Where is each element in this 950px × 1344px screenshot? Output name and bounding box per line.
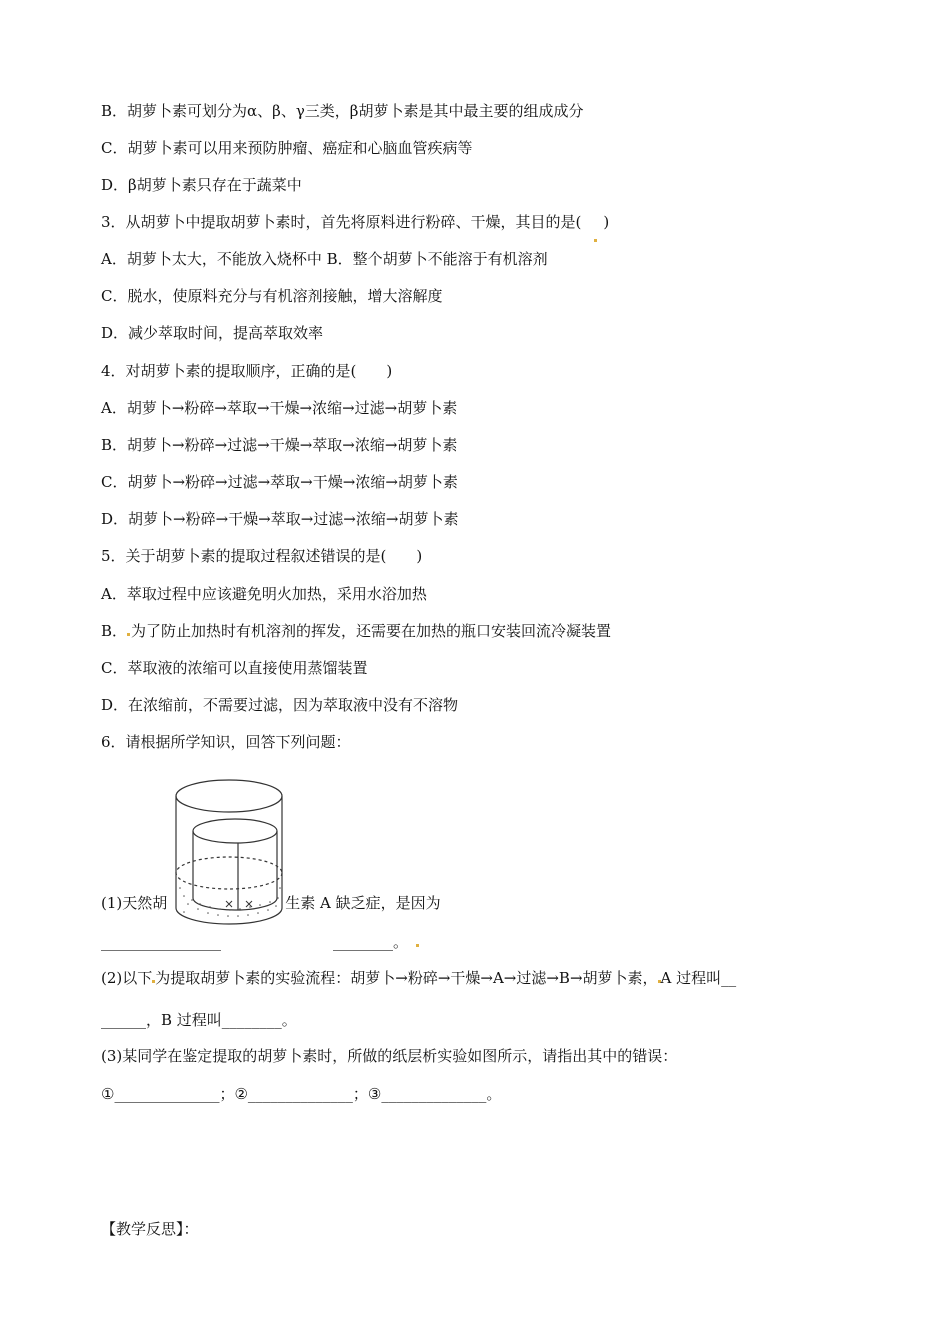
q5-option-b [101,621,611,641]
q5-option-b-text: 为了防止加热时有机溶剂的挥发，还需要在加热的瓶口安装回流冷凝装置 [131,622,612,640]
q6-part1 [101,893,441,913]
q6-stem: 6．请根据所学知识，回答下列问题： [101,733,351,751]
q4-stem: 4．对胡萝卜素的提取顺序，正确的是( ) [101,362,393,380]
q4-option-b: B．胡萝卜→粉碎→过滤→干燥→萃取→浓缩→胡萝卜素 [101,436,458,454]
q6-part3: (3)某同学在鉴定提取的胡萝卜素时，所做的纸层析实验如图所示，请指出其中的错误： [101,1047,678,1065]
q3-stem-text: 3．从胡萝卜中提取胡萝卜素时，首先将原料进行粉碎、干燥，其目的是( [101,213,582,231]
q4-option-d: D．胡萝卜→粉碎→干燥→萃取→过滤→浓缩→胡萝卜素 [101,510,459,528]
q5-option-d: D．在浓缩前，不需要过滤，因为萃取液中没有不溶物 [101,696,459,714]
q4-option-a: A．胡萝卜→粉碎→萃取→干燥→浓缩→过滤→胡萝卜素 [101,399,458,417]
q3-option-ab: A．胡萝卜太大，不能放入烧杯中 B．整个胡萝卜不能溶于有机溶剂 [101,250,548,268]
q5-option-b-label: B． [101,622,128,640]
teaching-reflection-heading: 【教学反思】： [101,1220,199,1238]
q3-option-d: D．减少萃取时间，提高萃取效率 [101,324,324,342]
q6-part2-text-c: A 过程叫__ [660,969,737,987]
q3-stem-close: ) [603,213,610,231]
q4-option-c: C．胡萝卜→粉碎→过滤→萃取→干燥→浓缩→胡萝卜素 [101,473,458,491]
q6-part2-line2: ______，B 过程叫________。 [101,1011,297,1029]
q6-part2 [101,968,736,988]
q6-part1-blank-1: ________________ [101,933,221,951]
q5-stem: 5．关于胡萝卜素的提取过程叙述错误的是( ) [101,547,423,565]
q6-part3-blanks: ①______________；②______________；③______________。 [101,1085,502,1103]
q6-part2-text-b: 为提取胡萝卜素的实验流程：胡萝卜→粉碎→干燥→A→过滤→B→胡萝卜素， [155,969,658,987]
q6-part1-blank-2-text: ________。 [333,933,409,951]
q5-option-c: C．萃取液的浓缩可以直接使用蒸馏装置 [101,659,368,677]
q5-option-a: A．萃取过程中应该避免明火加热，采用水浴加热 [101,585,427,603]
q6-part2-text-a: (2)以下 [101,969,153,987]
q6-part1-blank-2 [333,932,419,952]
q6-part1-text-b: 生素 A 缺乏症，是因为 [285,894,441,912]
q2-option-c: C．胡萝卜素可以用来预防肿瘤、癌症和心脑血管疾病等 [101,139,473,157]
q3-stem [101,212,609,232]
q2-option-d: D．β胡萝卜素只存在于蔬菜中 [101,176,302,194]
q3-option-c: C．脱水，使原料充分与有机溶剂接触，增大溶解度 [101,287,443,305]
q6-part1-text-a: (1)天然胡 [101,894,168,912]
q2-option-b: B．胡萝卜素可划分为α、β、γ三类，β胡萝卜素是其中最主要的组成成分 [101,102,584,120]
